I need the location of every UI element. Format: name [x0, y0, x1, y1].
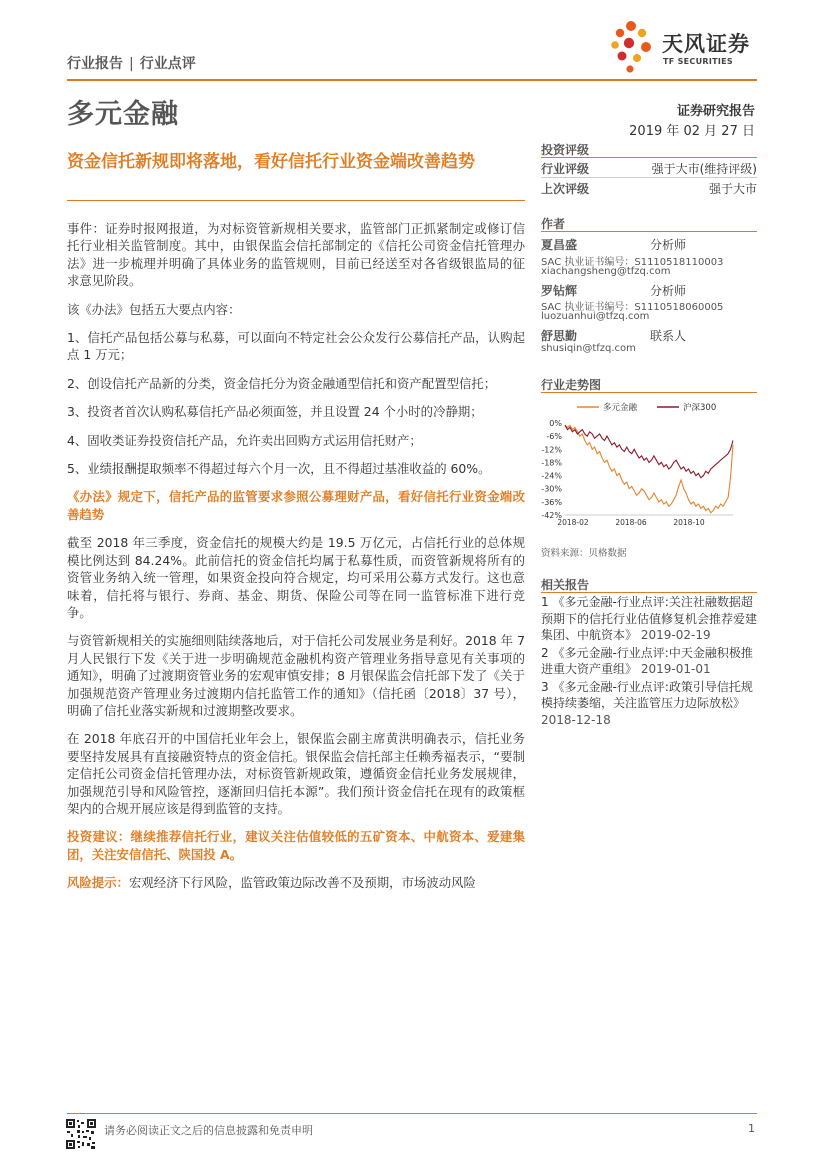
- related-report-title: 1 《多元金融-行业点评:关注社融数据超预期下的信托行业估值修复机会推荐爱建集团、中航资本》: [541, 595, 758, 642]
- risk-text: 宏观经济下行风险，监管政策边际改善不及预期，市场波动风险: [128, 875, 476, 891]
- recommendation-text: 继续推荐信托行业，建议关注估值较低的五矿资本、中航资本、爱建集团，关注安信信托、陕国投 A。: [67, 829, 526, 862]
- logo-company-name: 天风证券: [662, 32, 750, 56]
- author-name: 罗钻辉: [541, 284, 578, 298]
- y-tick-label: -12%: [541, 445, 562, 455]
- rating-value: 强于大市(维持评级): [651, 162, 757, 176]
- breadcrumb: [67, 53, 196, 73]
- paragraph-conference: 在 2018 年底召开的中国信托业年会上，银保监会副主席黄洪明确表示，信托业务要坚持发展具有直接融资特点的资金信托。银保监会信托部主任赖秀福表示，“要制定信托公司资金信托管理办法，对标资管新规政策，遵循资金信托业务发展规律，加强规范引导和风险管控，逐渐回归信托本源”。我们预计资金信托在现有的政策框架内的合规开展应该是得到监管的支持。: [67, 731, 525, 816]
- author-role: 分析师: [650, 238, 687, 252]
- industry-trend-chart: [537, 395, 759, 535]
- author-name: 夏昌盛: [541, 238, 578, 252]
- rating-key: 行业评级: [541, 162, 590, 176]
- author-cert: SAC 执业证书编号：S1110518060005: [541, 302, 724, 313]
- y-tick-label: -42%: [541, 511, 562, 520]
- related-heading: 相关报告: [541, 578, 590, 592]
- series-line-multi-finance: [565, 425, 733, 513]
- y-tick-label: -24%: [541, 471, 562, 481]
- rating-key: 上次评级: [541, 182, 590, 196]
- paragraph-recommendation: [67, 828, 525, 863]
- related-report-item[interactable]: [541, 645, 757, 678]
- related-report-item[interactable]: [541, 594, 757, 644]
- breadcrumb-report-subtype: 行业点评: [139, 56, 196, 72]
- y-tick-label: -6%: [546, 432, 562, 442]
- section-heading: 《办法》规定下，信托产品的监管要求参照公募理财产品，看好信托行业资金端改善趋势: [67, 489, 525, 522]
- header-divider: [67, 79, 757, 81]
- rating-row-previous: [541, 180, 757, 197]
- rating-value: 强于大市: [708, 182, 757, 196]
- paragraph-point-5: 5、业绩报酬提取频率不得超过每六个月一次，且不得超过基准收益的 60%。: [67, 461, 491, 477]
- related-report-title: 2 《多元金融-行业点评:中天金融积极推进重大资产重组》: [541, 645, 753, 676]
- rating-heading: 投资评级: [541, 143, 590, 157]
- author-email[interactable]: luozuanhui@tfzq.com: [541, 311, 650, 322]
- x-tick-label: 2018-06: [615, 518, 647, 527]
- paragraph-regulation: 与资管新规相关的实施细则陆续落地后，对于信托公司发展业务是利好。2018 年 7 月人民银行下发《关于进一步明确规范金融机构资产管理业务指导意见有关事项的通知》，明确了过渡期资管业务的宏观审慎安排；8 月银保监会信托部下发了《关于加强规范资产管理业务过渡期内信托监管工作的通知》（信托函〔2018〕37 号），明确了信托业落实新规和过渡期整改要求。: [67, 633, 525, 718]
- qr-code-icon: [65, 1118, 97, 1150]
- legend-label: 沪深300: [683, 403, 717, 413]
- x-tick-label: 2018-10: [673, 518, 705, 527]
- main-body: [67, 220, 525, 903]
- y-tick-label: -36%: [541, 497, 562, 507]
- author-role: 联系人: [650, 329, 687, 343]
- related-report-item[interactable]: [541, 679, 757, 729]
- related-report-date: 2019-01-01: [640, 662, 711, 676]
- paragraph-scale: 截至 2018 年三季度，资金信托的规模大约是 19.5 万亿元，占信托行业的总体规模比例达到 84.24%。此前信托的资金信托均属于私募性质，而资管新规将所有的资管业务纳入统一管理，如果资金投向符合规定，均可采用公募方式发行。这也意味着，信托将与银行、券商、基金、期货、保险公司等在同一监管标准下进行竞争。: [67, 535, 525, 620]
- paragraph-event: 事件：证券时报网报道，为对标资管新规相关要求，监管部门正抓紧制定或修订信托行业相关监管制度。其中，由银保监会信托部制定的《信托公司资金信托管理办法》进一步梳理并明确了具体业务的监管规则，目前已经送至对各省级银监局的征求意见阶段。: [67, 221, 525, 289]
- paragraph-intro: 该《办法》包括五大要点内容：: [67, 301, 241, 317]
- risk-label: 风险提示：: [67, 875, 129, 891]
- legend-label: 多元金融: [603, 403, 638, 413]
- footer-divider: [67, 1113, 757, 1114]
- author-email[interactable]: xiachangsheng@tfzq.com: [541, 266, 671, 277]
- paragraph-point-4: 4、固收类证券投资信托产品，允许卖出回购方式运用信托财产；: [67, 432, 422, 448]
- breadcrumb-report-type: 行业报告: [67, 56, 123, 72]
- page-number: 1: [748, 1122, 755, 1135]
- trend-heading: 行业走势图: [541, 378, 602, 392]
- author-cert: SAC 执业证书编号：S1110518110003: [541, 257, 724, 268]
- related-divider: [541, 592, 757, 593]
- x-tick-label: 2018-02: [557, 518, 589, 527]
- report-type: 证券研究报告: [676, 104, 755, 119]
- disclaimer-note: 请务必阅读正文之后的信息披露和免责申明: [104, 1124, 313, 1137]
- sector-title: 多元金融: [67, 99, 179, 130]
- paragraph-risk: [67, 874, 525, 891]
- authors-divider: [541, 231, 757, 232]
- report-headline: 资金信托新规即将落地，看好信托行业资金端改善趋势: [67, 152, 475, 172]
- related-reports-list: [541, 594, 757, 729]
- y-tick-label: -30%: [541, 484, 562, 494]
- paragraph-point-1: 1、信托产品包括公募与私募，可以面向不特定社会公众发行公募信托产品，认购起点 1 万元；: [67, 330, 525, 363]
- headline-divider: [67, 200, 525, 201]
- related-report-date: 2019-02-19: [640, 628, 711, 642]
- breadcrumb-separator: |: [129, 56, 134, 72]
- y-tick-label: 0%: [549, 419, 562, 428]
- rating-row-current: [541, 160, 757, 177]
- report-date: 2019 年 02 月 27 日: [629, 124, 755, 139]
- series-line-hs300: [565, 425, 733, 478]
- paragraph-point-3: 3、投资者首次认购私募信托产品必须面签，并且设置 24 个小时的冷静期；: [67, 404, 483, 420]
- chart-source: 资料来源：贝格数据: [541, 548, 627, 559]
- tf-securities-logo: [610, 18, 758, 76]
- rating-divider: [541, 157, 757, 158]
- rating-row-divider: [541, 177, 757, 178]
- y-tick-label: -18%: [541, 458, 562, 468]
- author-email[interactable]: shusiqin@tfzq.com: [541, 343, 636, 354]
- recommendation-label: 投资建议：: [67, 829, 131, 845]
- related-report-title: 3 《多元金融-行业点评:政策引导信托规模持续萎缩，关注监管压力边际放松》: [541, 679, 753, 710]
- logo-company-english: TF SECURITIES: [663, 57, 733, 66]
- related-report-date: 2018-12-18: [541, 712, 611, 727]
- authors-heading: 作者: [541, 217, 566, 231]
- logo-mark-icon: [610, 18, 660, 76]
- paragraph-point-2: 2、创设信托产品新的分类，资金信托分为资金融通型信托和资产配置型信托；: [67, 375, 497, 391]
- author-role: 分析师: [650, 284, 687, 298]
- author-name: 舒思勤: [541, 329, 578, 343]
- trend-divider: [541, 392, 757, 393]
